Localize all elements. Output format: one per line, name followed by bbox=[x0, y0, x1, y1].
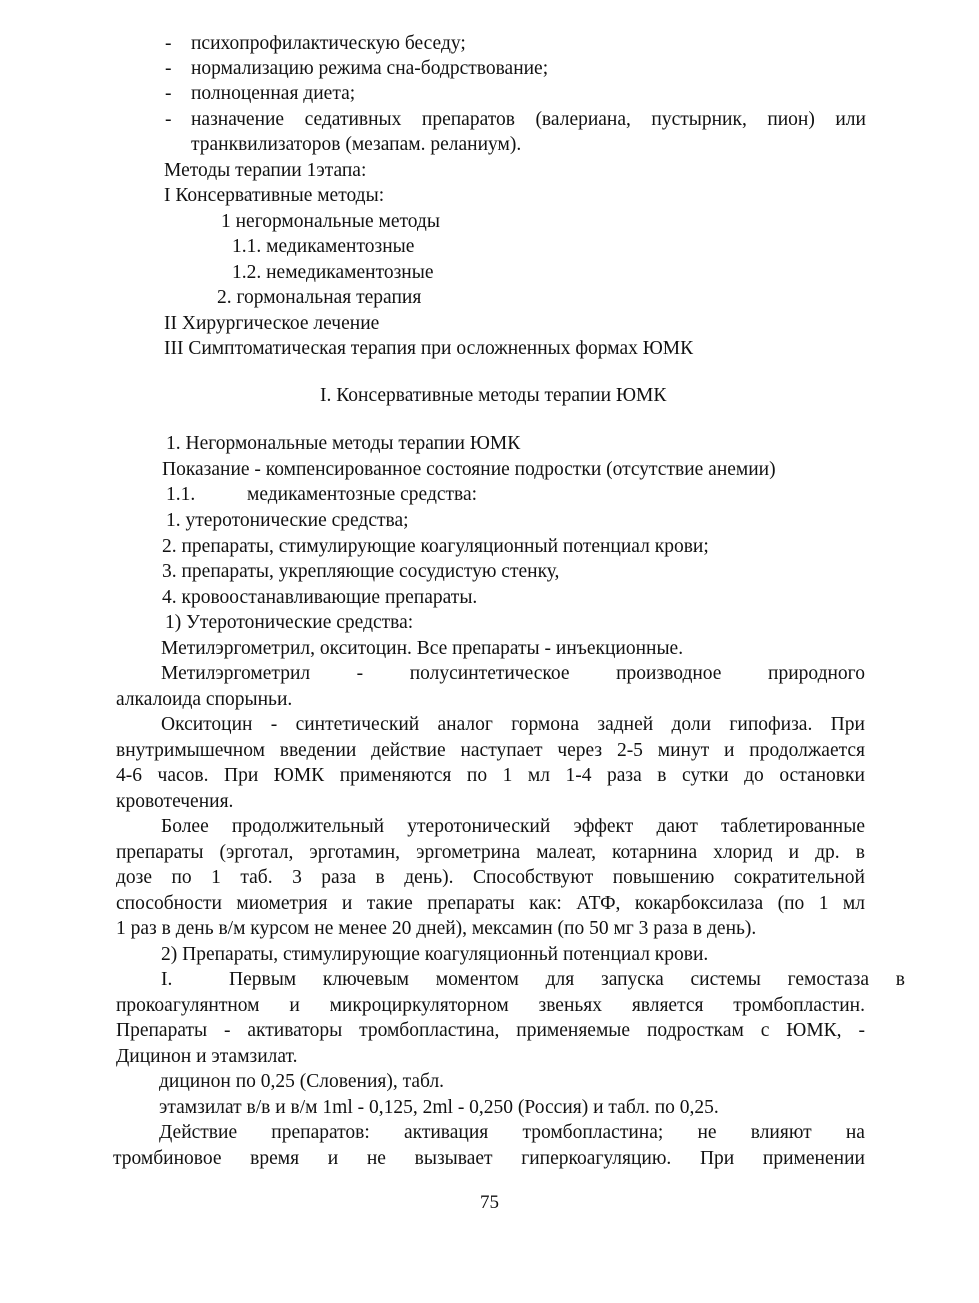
bullet-item-justified bbox=[191, 108, 866, 132]
paragraph-line: дозе по 1 таб. 3 раза в день). Способствуют повышению сократительной bbox=[116, 867, 865, 888]
bullet-item: нормализацию режима сна-бодрствование; bbox=[191, 58, 549, 79]
bullet-item-continuation: транквилизаторов (мезапам. реланиум). bbox=[191, 134, 522, 155]
paragraph-first-line2 bbox=[116, 994, 865, 1018]
paragraph-line: Более продолжительный утеротонический эффект дают таблетированные bbox=[161, 816, 865, 837]
uterotonic-drugs: Метилэргометрил, окситоцин. Все препараты - инъекционные. bbox=[161, 638, 684, 659]
paragraph-line: способности миометрия и такие препараты как: АТФ, кокарбоксилаза (по 1 мл bbox=[116, 893, 865, 914]
bullet-dash: - bbox=[165, 58, 172, 79]
paragraph-first-line4: Дицинон и этамзилат. bbox=[116, 1046, 298, 1067]
bullet-dash: - bbox=[165, 83, 172, 104]
paragraph-oxytocin-line1 bbox=[161, 713, 865, 737]
paragraph-longer-line4 bbox=[116, 892, 865, 916]
paragraph-first-number: I. bbox=[161, 969, 173, 990]
bullet-dash: - bbox=[165, 109, 172, 130]
dicynon-line: дицинон по 0,25 (Словения), табл. bbox=[159, 1071, 445, 1092]
paragraph-line: прокоагулянтном и микроциркуляторном звеньях является тромбопластин. bbox=[116, 995, 865, 1016]
paragraph-action-line2 bbox=[113, 1147, 865, 1171]
paragraph-longer-line2 bbox=[116, 841, 865, 865]
outline-i-1-2: 1.2. немедикаментозные bbox=[232, 262, 434, 283]
paragraph-longer-line5: 1 раз в день в/м курсом не менее 20 дней), мексамин (по 50 мг 3 раза в день). bbox=[116, 918, 757, 939]
methods-title: Методы терапии 1этапа: bbox=[164, 160, 367, 181]
bullet-item-line: назначение седативных препаратов (валериана, пустырник, пион) или bbox=[191, 109, 866, 130]
paragraph-oxytocin-line2 bbox=[116, 739, 865, 763]
indication: Показание - компенсированное состояние подростки (отсутствие анемии) bbox=[162, 459, 776, 480]
etamsylate-line: этамзилат в/в и в/м 1ml - 0,125, 2ml - 0,250 (Россия) и табл. по 0,25. bbox=[159, 1097, 719, 1118]
paragraph-line: Окситоцин - синтетический аналог гормона задней доли гипофиза. При bbox=[161, 714, 865, 735]
paragraph-oxytocin-line3 bbox=[116, 764, 865, 788]
med-number: 1.1. bbox=[166, 484, 196, 505]
outline-i: I Консервативные методы: bbox=[164, 185, 385, 206]
outline-ii: II Хирургическое лечение bbox=[164, 313, 380, 334]
paragraph-line: Действие препаратов: активация тромбопластина; не влияют на bbox=[159, 1122, 865, 1143]
bullet-item: психопрофилактическую беседу; bbox=[191, 33, 466, 54]
bullet-dash: - bbox=[165, 33, 172, 54]
bullet-item: полноценная диета; bbox=[191, 83, 356, 104]
paragraph-methyl-line2: алкалоида спорыньи. bbox=[116, 689, 293, 710]
paragraph-line: Метилэргометрил - полусинтетическое производное природного bbox=[161, 663, 865, 684]
paragraph-action-line1 bbox=[159, 1121, 865, 1145]
paragraph-methyl-line1 bbox=[161, 662, 865, 686]
list-item: 3. препараты, укрепляющие сосудистую стенку, bbox=[162, 561, 560, 582]
paragraph-first-line1 bbox=[229, 968, 905, 992]
paragraph-line: внутримышечном введении действие наступает через 2-5 минут и продолжается bbox=[116, 740, 865, 761]
page-number: 75 bbox=[480, 1192, 499, 1213]
subheading: 1. Негормональные методы терапии ЮМК bbox=[166, 433, 521, 454]
paragraph-line: Препараты - активаторы тромбопластина, применяемые подросткам с ЮМК, - bbox=[116, 1020, 865, 1041]
paragraph-first-line3 bbox=[116, 1019, 865, 1043]
outline-i-2: 2. гормональная терапия bbox=[217, 287, 422, 308]
outline-i-1-1: 1.1. медикаментозные bbox=[232, 236, 415, 257]
med-label: медикаментозные средства: bbox=[247, 484, 478, 505]
outline-iii: III Симптоматическая терапия при осложненных формах ЮМК bbox=[164, 338, 694, 359]
uterotonic-title: 1) Утеротонические средства: bbox=[165, 612, 414, 633]
coag-title: 2) Препараты, стимулирующие коагуляционньй потенциал крови. bbox=[161, 944, 709, 965]
paragraph-line: тромбиновое время и не вызывает гиперкоагуляцию. При применении bbox=[113, 1148, 865, 1169]
list-item: 2. препараты, стимулирующие коагуляционный потенциал крови; bbox=[162, 536, 709, 557]
paragraph-line: Первым ключевым моментом для запуска системы гемостаза в bbox=[229, 969, 905, 990]
section-heading: I. Консервативные методы терапии ЮМК bbox=[320, 385, 667, 406]
list-item: 1. утеротонические средства; bbox=[166, 510, 409, 531]
paragraph-longer-line3 bbox=[116, 866, 865, 890]
paragraph-line: 4-6 часов. При ЮМК применяются по 1 мл 1-4 раза в сутки до остановки bbox=[116, 765, 865, 786]
paragraph-longer-line1 bbox=[161, 815, 865, 839]
list-item: 4. кровоостанавливающие препараты. bbox=[162, 587, 478, 608]
paragraph-line: препараты (эрготал, эрготамин, эргометрина малеат, котарнина хлорид и др. в bbox=[116, 842, 865, 863]
paragraph-oxytocin-line4: кровотечения. bbox=[116, 791, 234, 812]
outline-i-1: 1 негормональные методы bbox=[221, 211, 440, 232]
